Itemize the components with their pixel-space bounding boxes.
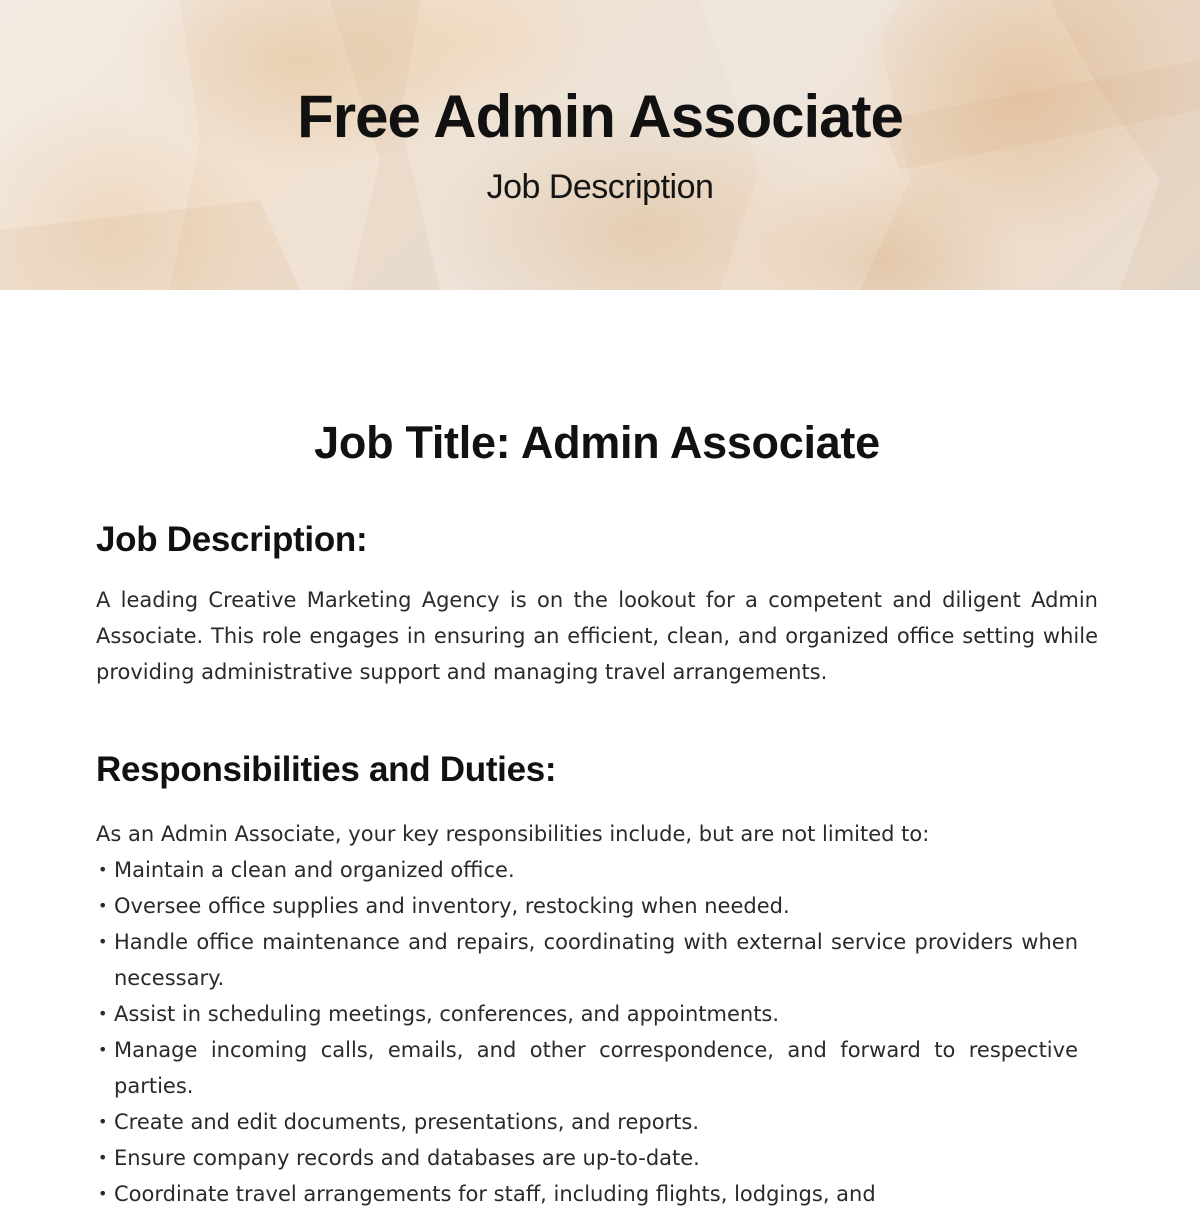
- duty-item: [96, 996, 1098, 1032]
- banner-title: Free Admin Associate: [297, 83, 903, 150]
- duty-text: Coordinate travel arrangements for staff, including flights, lodgings, and: [114, 1182, 876, 1206]
- duty-item: [96, 1032, 1098, 1104]
- job-title: Job Title: Admin Associate: [314, 417, 880, 468]
- bullet-icon: •: [98, 1184, 108, 1203]
- document-body: [96, 414, 1098, 1212]
- duty-text: Assist in scheduling meetings, conferences, and appointments.: [114, 1002, 780, 1026]
- duty-item: [96, 1176, 1098, 1212]
- duty-item: [96, 852, 1098, 888]
- bullet-icon: •: [98, 932, 108, 951]
- header-banner: [0, 0, 1200, 290]
- duty-text: Ensure company records and databases are up-to-date.: [114, 1146, 700, 1170]
- bullet-icon: •: [98, 860, 108, 879]
- job-description-heading: Job Description:: [96, 520, 368, 559]
- bullet-icon: •: [98, 1148, 108, 1167]
- duty-item: [96, 924, 1098, 996]
- duty-item: [96, 888, 1098, 924]
- duty-item: [96, 1104, 1098, 1140]
- duty-text: Maintain a clean and organized office.: [114, 858, 515, 882]
- duty-text: Handle office maintenance and repairs, coordinating with external service providers when necessary.: [114, 930, 1078, 990]
- duty-text: Manage incoming calls, emails, and other correspondence, and forward to respective parties.: [114, 1038, 1078, 1098]
- duty-text: Oversee office supplies and inventory, restocking when needed.: [114, 894, 790, 918]
- job-description-text: A leading Creative Marketing Agency is on the lookout for a competent and diligent Admin Associate. This role engages in ensuring an efficient, clean, and organized office setting while providing administrative support and managing travel arrangements.: [96, 588, 1098, 684]
- bullet-icon: •: [98, 1004, 108, 1023]
- duties-list: [96, 852, 1098, 1212]
- responsibilities-intro: As an Admin Associate, your key responsibilities include, but are not limited to:: [96, 822, 930, 846]
- bullet-icon: •: [98, 1040, 108, 1059]
- duty-item: [96, 1140, 1098, 1176]
- bullet-icon: •: [98, 1112, 108, 1131]
- responsibilities-heading: Responsibilities and Duties:: [96, 750, 557, 789]
- duty-text: Create and edit documents, presentations, and reports.: [114, 1110, 700, 1134]
- banner-subtitle: Job Description: [486, 168, 714, 206]
- bullet-icon: •: [98, 896, 108, 915]
